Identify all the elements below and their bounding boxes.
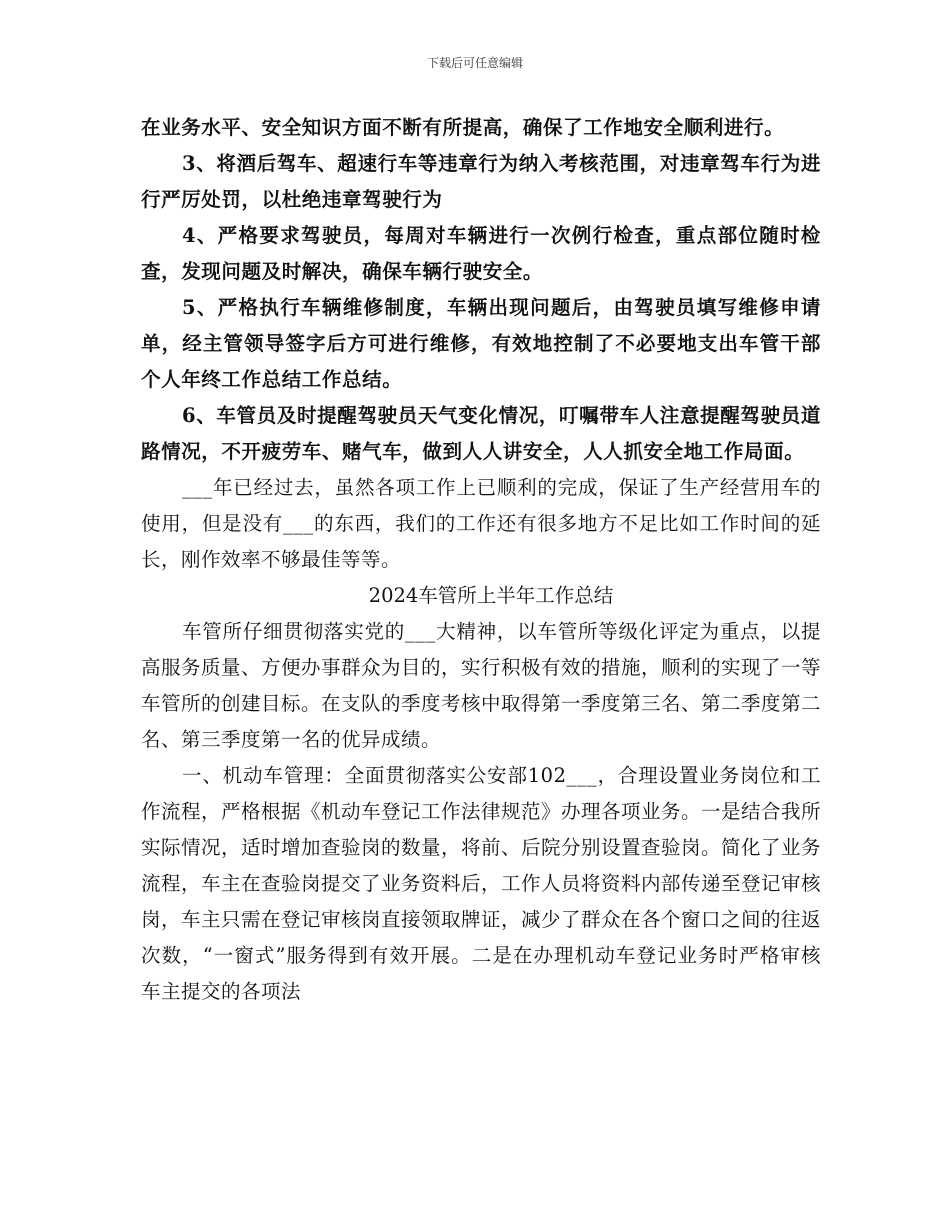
page-header: 下载后可任意编辑 <box>426 56 523 70</box>
section-title: 2024车管所上半年工作总结 <box>368 584 614 607</box>
section-paragraph-vehicle-management: 一、机动车管理：全面贯彻落实公安部102___，合理设置业务岗位和工作流程，严格根据《机动车登记工作法律规范》办理各项业务。一是结合我所实际情况，适时增加查验岗的数量，将前、后院分别设置查验岗。简化了业务流程，车主在查验岗提交了业务资料后，工作人员将资料内部传递至登记审核岗，车主只需在登记审核岗直接领取牌证，减少了群众在各个窗口之间的往返次数，“一窗式”服务得到有效开展。二是在办理机动车登记业务时严格审核车主提交的各项法 <box>141 764 822 1003</box>
paragraph-item-3: 3、将酒后驾车、超速行车等违章行为纳入考核范围，对违章驾车行为进行严厉处罚，以杜绝违章驾驶行为 <box>141 152 821 211</box>
paragraph-item-6: 6、车管员及时提醒驾驶员天气变化情况，叮嘱带车人注意提醒驾驶员道路情况，不开疲劳车、赌气车，做到人人讲安全，人人抓安全地工作局面。 <box>141 404 821 463</box>
paragraph-item-5: 5、严格执行车辆维修制度，车辆出现问题后，由驾驶员填写维修申请单，经主管领导签字后方可进行维修，有效地控制了不必要地支出车管干部个人年终工作总结工作总结。 <box>141 296 821 391</box>
paragraph-item-4: 4、严格要求驾驶员，每周对车辆进行一次例行检查，重点部位随时检查，发现问题及时解决，确保车辆行驶安全。 <box>141 224 821 283</box>
paragraph-continuation: 在业务水平、安全知识方面不断有所提高，确保了工作地安全顺利进行。 <box>141 116 785 139</box>
paragraph-summary: ___年已经过去，虽然各项工作上已顺利的完成，保证了生产经营用车的使用，但是没有___的东西，我们的工作还有很多地方不足比如工作时间的延长，刚作效率不够最佳等等。 <box>141 476 821 571</box>
section-paragraph-intro: 车管所仔细贯彻落实党的___大精神，以车管所等级化评定为重点，以提高服务质量、方便办事群众为目的，实行积极有效的措施，顺利的实现了一等车管所的创建目标。在支队的季度考核中取得第一季度第三名、第二季度第二名、第三季度第一名的优异成绩。 <box>141 620 822 751</box>
document-body <box>141 110 821 1010</box>
